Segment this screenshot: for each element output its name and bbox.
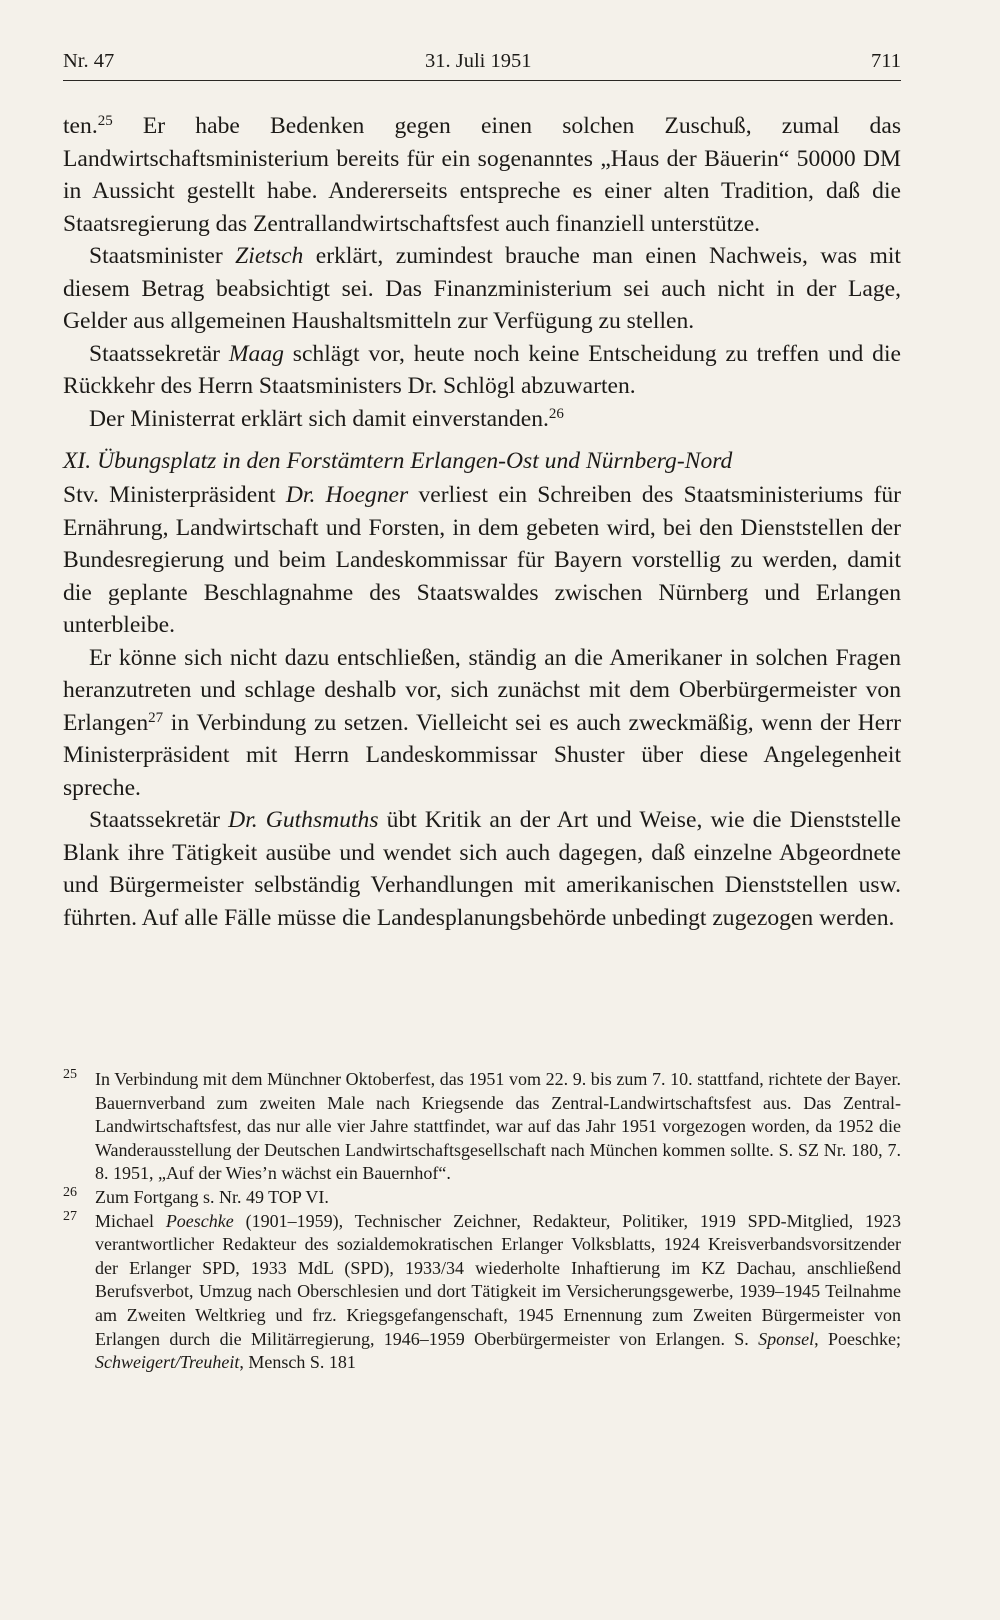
- text-run: erklärt, zumindest brauche man einen Nachweis, was mit diesem Betrag beabsichtigt sei. Das Finanzministerium sei auch nicht in der Lage, Gelder aus allgemeinen Haushaltsmitteln zur Verfügung zu stellen.: [63, 243, 901, 334]
- footnote-text: (1901–1959), Technischer Zeichner, Redakteur, Politiker, 1919 SPD-Mitglied, 1923 verantwortlicher Redakteur des sozialdemokratischen Erlanger Volksblatts, 1924 Kreisverbandsvorsitzender der Erlanger SPD, 1933 MdL (SPD), 1933/34 wiederholte Inhaftierung im KZ Dachau, anschließend Berufsverbot, Umzug nach Oberschlesien und dort Tätigkeit im Versicherungsgewerbe, 1939–1945 Teilnahme am Zweiten Weltkrieg und frz. Kriegsgefangenschaft, 1945 Ernennung zum Zweiten Bürgermeister von Erlangen durch die Militärregierung, 1946–1959 Oberbürgermeister von Erlangen. S.: [95, 1210, 901, 1349]
- footnote-text: Michael: [95, 1210, 166, 1231]
- page-number: 711: [871, 50, 901, 72]
- speaker-name: Maag: [228, 340, 284, 367]
- text-run: schlägt vor, heute noch keine Entscheidung zu treffen und die Rückkehr des Herrn Staatsministers Dr. Schlögl abzuwarten.: [63, 340, 902, 399]
- footnotes: [63, 1068, 901, 1375]
- speaker-name: Dr. Guthsmuths: [228, 807, 379, 833]
- speaker-name: Dr. Hoegner: [285, 482, 409, 508]
- paragraph: [63, 804, 901, 934]
- paragraph: [63, 479, 901, 642]
- footnote-ref: 26: [548, 405, 564, 422]
- footnote-text: In Verbindung mit dem Münchner Oktoberfest, das 1951 vom 22. 9. bis zum 7. 10. stattfand, richtete der Bayer. Bauernverband zum zweiten Male nach Kriegsende das Zentral-Landwirtschaftsfest aus. Das Zentral-Landwirtschaftsfest, das nur alle vier Jahre stattfindet, war auf das Jahr 1951 vorgezogen worden, da 1952 die Wanderausstellung der Deutschen Landwirtschaftsgesellschaft nach München kommen sollte. S. SZ Nr. 180, 7. 8. 1951, „Auf der Wies’n wächst ein Bauernhof“.: [95, 1069, 901, 1184]
- paragraph: [63, 642, 901, 805]
- citation-author: Schweigert/Treuheit: [95, 1352, 240, 1373]
- footnote-number: 27: [63, 1208, 77, 1224]
- text-run: Stv. Ministerpräsident: [63, 482, 286, 508]
- document-number: Nr. 47: [63, 50, 115, 72]
- footnote-ref: 27: [148, 709, 164, 726]
- footnote: [63, 1068, 901, 1186]
- footnote-ref: 25: [97, 112, 113, 129]
- text-run: ten.: [63, 113, 98, 139]
- text-run: Staatssekretär: [89, 340, 229, 367]
- footnote: [63, 1186, 901, 1210]
- main-text: [63, 110, 901, 934]
- paragraph: [63, 110, 901, 240]
- footnote-text: , Poeschke;: [814, 1328, 902, 1349]
- footnote-text: Zum Fortgang s. Nr. 49 TOP VI.: [95, 1186, 329, 1207]
- paragraph: [63, 240, 901, 338]
- text-run: Er habe Bedenken gegen einen solchen Zuschuß, zumal das Landwirtschaftsministerium bereits für ein sogenanntes „Haus der Bäuerin“ 50000 DM in Aussicht gestellt habe. Andererseits entspreche es einer alten Tradition, daß die Staatsregierung das Zentrallandwirtschaftsfest auch finanziell unterstütze.: [63, 113, 901, 237]
- text-run: übt Kritik an der Art und Weise, wie die Dienststelle Blank ihre Tätigkeit ausübe und wendet sich auch dagegen, daß einzelne Abgeordnete und Bürgermeister selbständig Verhandlungen mit amerikanischen Dienststellen usw. führten. Auf alle Fälle müsse die Landesplanungsbehörde unbedingt zugezogen werden.: [63, 807, 902, 931]
- paragraph: [63, 403, 901, 436]
- citation-author: Sponsel: [758, 1328, 815, 1349]
- paragraph: [63, 338, 901, 403]
- footnote-number: 25: [63, 1067, 77, 1082]
- text-run: in Verbindung zu setzen. Vielleicht sei es auch zweckmäßig, wenn der Herr Ministerpräsident mit Herrn Landeskommissar Shuster über diese Angelegenheit spreche.: [63, 709, 901, 801]
- text-run: Er könne sich nicht dazu entschließen, ständig an die Amerikaner in solchen Fragen heranzutreten und schlage deshalb vor, sich zunächst mit dem Oberbürgermeister von Erlangen: [63, 644, 901, 736]
- section-heading: XI. Übungsplatz in den Forstämtern Erlangen-Ost und Nürnberg-Nord: [63, 448, 733, 474]
- text-run: verliest ein Schreiben des Staatsministeriums für Ernährung, Landwirtschaft und Forsten, in dem gebeten wird, bei den Dienststellen der Bundesregierung und beim Landeskommissar für Bayern vorstellig zu werden, damit die geplante Beschlagnahme des Staatswaldes zwischen Nürnberg und Erlangen unterbleibe.: [63, 482, 901, 638]
- text-run: Der Ministerrat erklärt sich damit einverstanden.: [89, 405, 549, 432]
- text-run: Staatsminister: [89, 243, 236, 269]
- speaker-name: Zietsch: [235, 243, 304, 269]
- footnote: [63, 1210, 901, 1375]
- footnote-text: , Mensch S. 181: [239, 1352, 356, 1373]
- footnote-number: 26: [63, 1184, 77, 1200]
- person-name: Poeschke: [165, 1210, 234, 1231]
- running-header: [63, 46, 901, 81]
- text-run: Staatssekretär: [89, 807, 229, 833]
- header-date: 31. Juli 1951: [425, 50, 532, 72]
